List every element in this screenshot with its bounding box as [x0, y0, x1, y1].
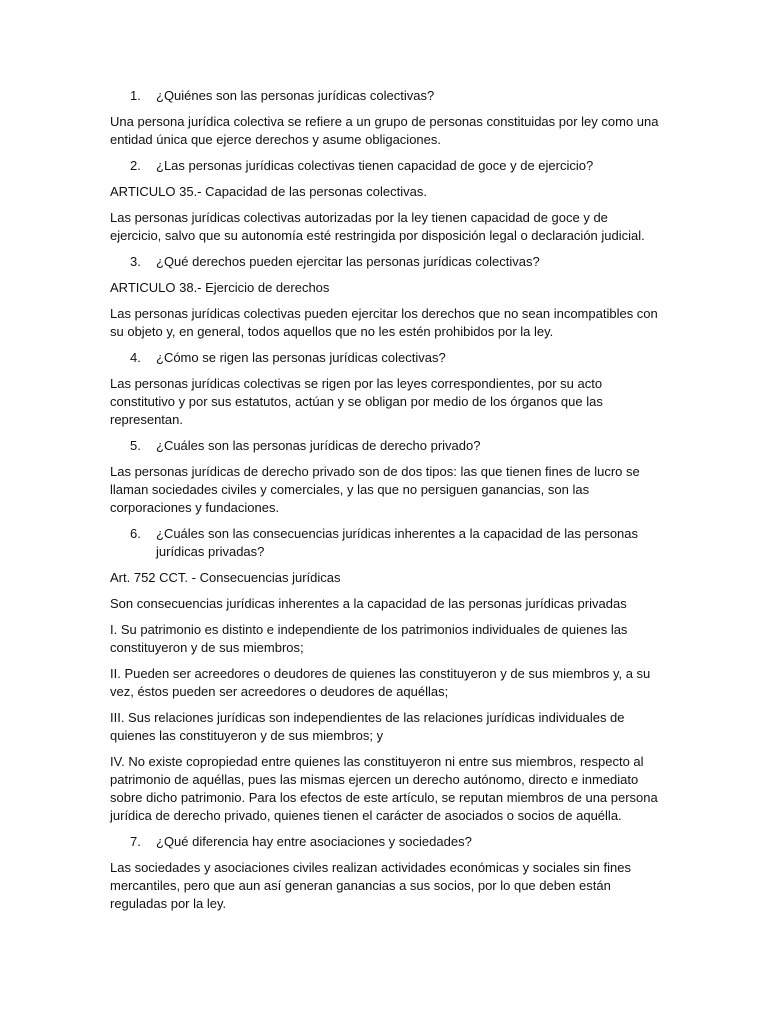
question-6: [110, 525, 662, 561]
answer-paragraph: Una persona jurídica colectiva se refiere a un grupo de personas constituidas por ley como una entidad única que ejerce derechos y asume obligaciones.: [110, 114, 659, 147]
question-text: ¿Cómo se rigen las personas jurídicas colectivas?: [156, 350, 446, 365]
question-4: [110, 349, 662, 367]
question-3: [110, 253, 662, 271]
question-number: 7.: [130, 834, 141, 849]
answer-paragraph: Las personas jurídicas colectivas se rigen por las leyes correspondientes, por su acto constitutivo y por sus estatutos, actúan y se obligan por medio de los órganos que las representan.: [110, 376, 603, 427]
answer-paragraph: Son consecuencias jurídicas inherentes a la capacidad de las personas jurídicas privadas: [110, 596, 627, 611]
article-clause-1: I. Su patrimonio es distinto e independiente de los patrimonios individuales de quienes las constituyeron y de sus miembros;: [110, 622, 628, 655]
answer-paragraph: Las personas jurídicas de derecho privado son de dos tipos: las que tienen fines de lucro se llaman sociedades civiles y comerciales, y las que no persiguen ganancias, son las corporaciones y fundaciones.: [110, 464, 640, 515]
question-7: [110, 833, 662, 851]
question-1: [110, 87, 662, 105]
question-number: 6.: [130, 526, 141, 541]
question-text: ¿Qué diferencia hay entre asociaciones y sociedades?: [156, 834, 472, 849]
question-text: ¿Las personas jurídicas colectivas tienen capacidad de goce y de ejercicio?: [156, 158, 594, 173]
question-number: 5.: [130, 438, 141, 453]
article-clause-3: III. Sus relaciones jurídicas son independientes de las relaciones jurídicas individuales de quienes las constituyeron y de sus miembros; y: [110, 710, 625, 743]
question-number: 4.: [130, 350, 141, 365]
question-text: ¿Qué derechos pueden ejercitar las personas jurídicas colectivas?: [156, 254, 540, 269]
article-clause-4: IV. No existe copropiedad entre quienes las constituyeron ni entre sus miembros, respecto al patrimonio de aquéllas, pues las mismas ejercen un derecho autónomo, directo e inmediato sobre dicho patrimonio. Para los efectos de este artículo, se reputan miembros de una persona jurídica de derecho privado, quienes tienen el carácter de asociados o socios de aquélla.: [110, 754, 658, 823]
article-clause-2: II. Pueden ser acreedores o deudores de quienes las constituyeron y de sus miembros y, a su vez, éstos pueden ser acreedores o deudores de aquéllas;: [110, 666, 651, 699]
article-heading: Art. 752 CCT. - Consecuencias jurídicas: [110, 570, 341, 585]
answer-paragraph: Las sociedades y asociaciones civiles realizan actividades económicas y sociales sin fines mercantiles, pero que aun así generan ganancias a sus socios, por lo que deben están reguladas por la ley.: [110, 860, 631, 911]
article-heading: ARTICULO 38.- Ejercicio de derechos: [110, 280, 330, 295]
question-2: [110, 157, 662, 175]
answer-paragraph: Las personas jurídicas colectivas pueden ejercitar los derechos que no sean incompatibles con su objeto y, en general, todos aquellos que no les estén prohibidos por la ley.: [110, 306, 658, 339]
question-text: ¿Cuáles son las personas jurídicas de derecho privado?: [156, 438, 481, 453]
question-5: [110, 437, 662, 455]
question-number: 2.: [130, 158, 141, 173]
question-text: ¿Quiénes son las personas jurídicas colectivas?: [156, 88, 435, 103]
question-number: 3.: [130, 254, 141, 269]
question-text: ¿Cuáles son las consecuencias jurídicas inherentes a la capacidad de las personas jurídicas privadas?: [156, 526, 639, 559]
question-number: 1.: [130, 88, 141, 103]
article-heading: ARTICULO 35.- Capacidad de las personas colectivas.: [110, 184, 427, 199]
answer-paragraph: Las personas jurídicas colectivas autorizadas por la ley tienen capacidad de goce y de ejercicio, salvo que su autonomía esté restringida por disposición legal o declaración judicial.: [110, 210, 645, 243]
